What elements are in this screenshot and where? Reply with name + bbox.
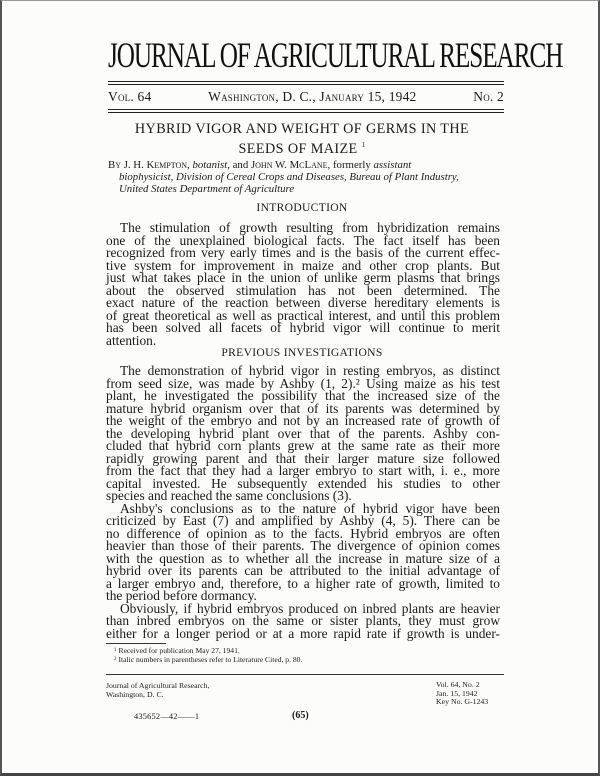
text-line: The stimulation of growth resulting from hybridization remains: [120, 220, 500, 235]
footnote-rule: [106, 643, 166, 644]
author-kempton-role: botanist,: [192, 159, 230, 171]
header-double-rule: [108, 81, 504, 85]
text-line: with the question as to whether all the increase in mature size of a: [106, 550, 500, 566]
text-line: species and reached the same conclusions (3).: [106, 488, 352, 503]
footnote-text: Received for publication May 27, 1941.: [118, 646, 240, 655]
print-code: 435652—42——1: [134, 712, 200, 721]
byline: [108, 159, 506, 195]
text-line: Obviously, if hybrid embryos produced on inbred plants are heavier: [120, 600, 500, 616]
text-line: attention.: [106, 332, 157, 348]
text-line: either for a longer period or at a more rapid rate if growth is under-: [106, 625, 500, 641]
text-line: just what takes place in the union of unlike germ plasms that brings: [106, 270, 500, 285]
text-line: rapidly growing parent and that their larger mature size followed: [106, 450, 500, 466]
issue-line: [108, 89, 504, 105]
text-line: from seed size, was made by Ashby (1, 2).² Using maize as his test: [106, 375, 500, 391]
article-title: [62, 121, 542, 157]
section-heading-introduction: INTRODUCTION: [256, 201, 348, 214]
text-line: capital invested. He subsequently extended his studies to other: [106, 475, 500, 491]
footnote-mark: 2: [114, 656, 117, 662]
byline-formerly: formerly: [332, 159, 371, 171]
footer-journal-info: [106, 681, 210, 699]
footnote-2: [114, 656, 302, 665]
page-number: (65): [292, 710, 309, 721]
text-line: hybrid over its parents can be attributed to the initial advantage of: [106, 563, 500, 578]
text-line: tive system for improvement in maize and other crop plants. But: [106, 257, 500, 273]
issue-double-rule: [108, 109, 504, 113]
author-mclane: John W. McLane,: [250, 159, 331, 171]
footer-volume: Vol. 64, No. 2: [436, 680, 480, 689]
text-line: a larger embryo and, therefore, to a higher rate of growth, limited to: [106, 575, 500, 591]
text-line: no difference of opinion as to the facts. Hybrid embryos are often: [106, 525, 500, 541]
footer-journal-place: Washington, D. C.: [106, 690, 164, 699]
introduction-paragraph: [106, 222, 500, 347]
text-line: from the fact that they had a larger embryo to start with, i. e., more: [106, 463, 500, 478]
text-line: one of the unexplained biological facts. The fact itself has been: [106, 232, 500, 248]
text-line: criticized by East (7) and amplified by Ashby (4, 5). There can be: [106, 513, 500, 528]
text-line: cluded that hybrid corn plants grew at the same rate as their more: [106, 438, 500, 453]
section-heading-previous-investigations: PREVIOUS INVESTIGATIONS: [221, 346, 383, 359]
byline-by: By: [108, 159, 121, 171]
footnotes: [114, 647, 302, 664]
footer-rule: [106, 674, 504, 675]
byline-and: and: [232, 159, 249, 171]
text-line: exact nature of the reaction between diverse hereditary elements is: [106, 295, 500, 310]
text-line: plant, he investigated the possibility that the increased size of the: [106, 388, 500, 403]
footnote-text: Italic numbers in parentheses refer to Literature Cited, p. 80.: [118, 654, 303, 664]
author-mclane-role-c: United States Department of Agriculture: [119, 183, 295, 195]
text-line: recognized from very early times and is the basis of the current effec-: [106, 245, 500, 260]
author-kempton: J. H. Kempton,: [123, 159, 190, 171]
footer-key-number: Key No. G-1243: [436, 697, 489, 707]
footer-date: Jan. 15, 1942: [436, 688, 478, 698]
text-line: heavier than those of their parents. The divergence of opinion comes: [106, 538, 500, 553]
text-line: Ashby's conclusions as to the nature of hybrid vigor have been: [120, 500, 500, 516]
title-line-2: SEEDS OF MAIZE: [238, 141, 358, 157]
text-line: of great theoretical as well as practical interest, and until this problem: [106, 307, 500, 323]
footer-journal-name: Journal of Agricultural Research,: [106, 681, 210, 690]
text-line: the developing hybrid plant over that of the parents. Ashby con-: [106, 425, 500, 441]
footer-issue-info: [436, 681, 488, 707]
title-footnote-mark: 1: [361, 141, 366, 149]
author-mclane-role-b: biophysicist, Division of Cereal Crops and Diseases, Bureau of Plant Industry,: [119, 171, 459, 183]
text-line: mature hybrid organism over that of its parents was determined by: [106, 400, 500, 416]
text-line: has been solved all facets of hybrid vigor will continue to merit: [106, 320, 500, 335]
footnote-mark: 1: [114, 648, 117, 653]
text-line: The demonstration of hybrid vigor in resting embryos, as distinct: [120, 363, 500, 378]
text-line: than inbred embryos on the same or sister plants, they must grow: [106, 613, 500, 628]
text-line: about the observed stimulation has not been determined. The: [106, 282, 500, 298]
text-line: the weight of the embryo and not by an increased rate of growth of: [106, 413, 500, 428]
author-mclane-role-a: assistant: [373, 159, 412, 171]
volume-label: Vol. 64: [108, 89, 152, 104]
title-line-1: HYBRID VIGOR AND WEIGHT OF GERMS IN THE: [134, 121, 470, 137]
journal-masthead: JOURNAL OF AGRICULTURAL RESEARCH: [108, 35, 563, 75]
previous-investigations-text: [106, 365, 500, 640]
place-date: Washington, D. C., January 15, 1942: [208, 89, 417, 104]
text-line: the period before dormancy.: [106, 588, 257, 603]
issue-number: No. 2: [473, 89, 504, 104]
